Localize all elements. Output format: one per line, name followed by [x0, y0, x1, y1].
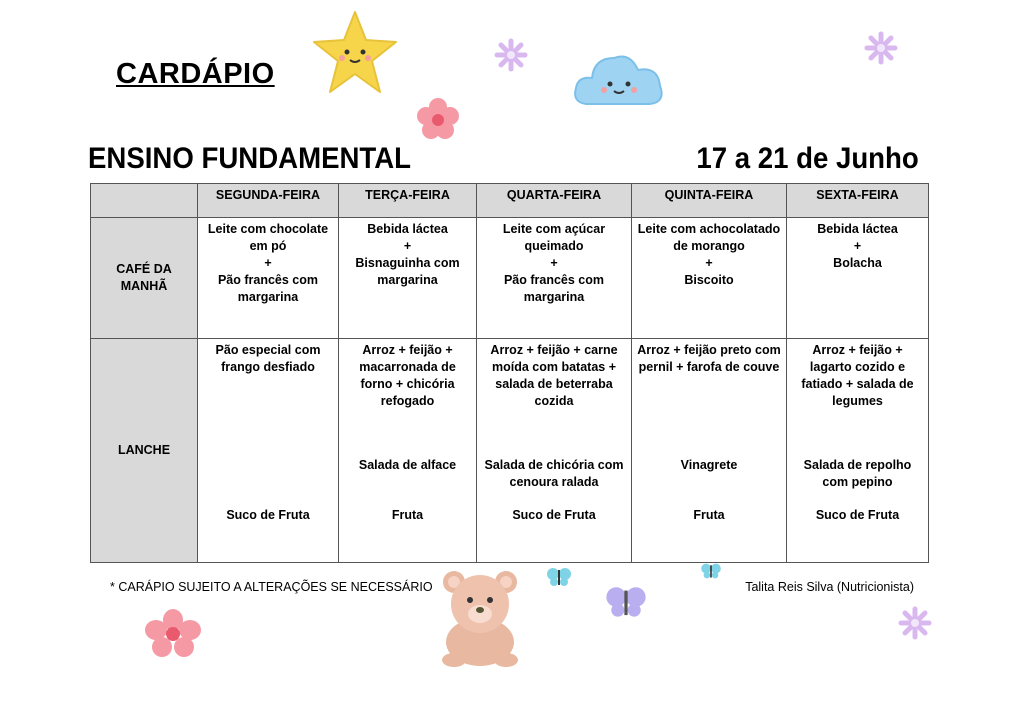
disclaimer-note: * CARÁPIO SUJEITO A ALTERAÇÕES SE NECESSÁRIO — [110, 580, 433, 594]
butterfly-icon — [546, 566, 572, 588]
salad: Salada de repolho com pepino — [803, 458, 912, 489]
menu-cell — [477, 339, 632, 563]
school-level-heading: ENSINO FUNDAMENTAL — [88, 142, 412, 175]
cloud-face-icon — [572, 44, 666, 114]
main-dish: Arroz + feijão + lagarto cozido e fatiado + salada de legumes — [801, 343, 914, 408]
menu-cell: Leite com chocolate em pó + Pão francês com margarina — [198, 218, 339, 339]
menu-cell: Bebida láctea + Bisnaguinha com margarina — [339, 218, 477, 339]
menu-table — [90, 183, 929, 563]
drink: Suco de Fruta — [815, 508, 900, 522]
day-header: QUINTA-FEIRA — [632, 184, 787, 218]
flower-lilac-icon — [898, 606, 932, 640]
menu-cell: Leite com açúcar queimado + Pão francês com margarina — [477, 218, 632, 339]
drink: Fruta — [391, 508, 424, 522]
day-header: QUARTA-FEIRA — [477, 184, 632, 218]
flower-pink-icon — [416, 97, 460, 141]
flower-lilac-icon — [864, 31, 898, 65]
menu-cell — [198, 339, 339, 563]
table-row — [91, 339, 929, 563]
salad: Vinagrete — [680, 458, 738, 472]
table-row — [91, 218, 929, 339]
menu-cell — [787, 339, 929, 563]
menu-cell: Bebida láctea + Bolacha — [787, 218, 929, 339]
main-dish: Arroz + feijão preto com pernil + farofa de couve — [637, 343, 781, 374]
teddy-bear-icon — [434, 568, 526, 668]
flower-lilac-icon — [494, 38, 528, 72]
main-dish: Arroz + feijão + carne moída com batatas + salada de beterraba cozida — [490, 343, 618, 408]
corner-cell — [91, 184, 198, 218]
main-dish: Arroz + feijão + macarronada de forno + chicória refogado — [359, 343, 456, 408]
salad: Salada de chicória com cenoura ralada — [484, 458, 624, 489]
drink: Fruta — [693, 508, 725, 522]
butterfly-icon — [604, 584, 648, 620]
day-header: SEGUNDA-FEIRA — [198, 184, 339, 218]
nutritionist-credit: Talita Reis Silva (Nutricionista) — [745, 580, 914, 594]
salad: Salada de alface — [358, 458, 457, 472]
day-header: TERÇA-FEIRA — [339, 184, 477, 218]
butterfly-icon — [700, 562, 722, 580]
row-label-snack: LANCHE — [91, 339, 198, 563]
menu-cell: Leite com achocolatado de morango + Biscoito — [632, 218, 787, 339]
main-dish: Pão especial com frango desfiado — [215, 343, 321, 374]
flower-pink-icon — [144, 608, 202, 658]
drink: Suco de Fruta — [512, 508, 596, 522]
page-title: CARDÁPIO — [116, 58, 275, 90]
day-header: SEXTA-FEIRA — [787, 184, 929, 218]
menu-cell — [632, 339, 787, 563]
table-header-row — [91, 184, 929, 218]
star-face-icon — [310, 8, 400, 98]
row-label-breakfast: CAFÉ DA MANHÃ — [91, 218, 198, 339]
menu-cell — [339, 339, 477, 563]
drink: Suco de Fruta — [226, 508, 310, 522]
week-range: 17 a 21 de Junho — [696, 142, 919, 175]
